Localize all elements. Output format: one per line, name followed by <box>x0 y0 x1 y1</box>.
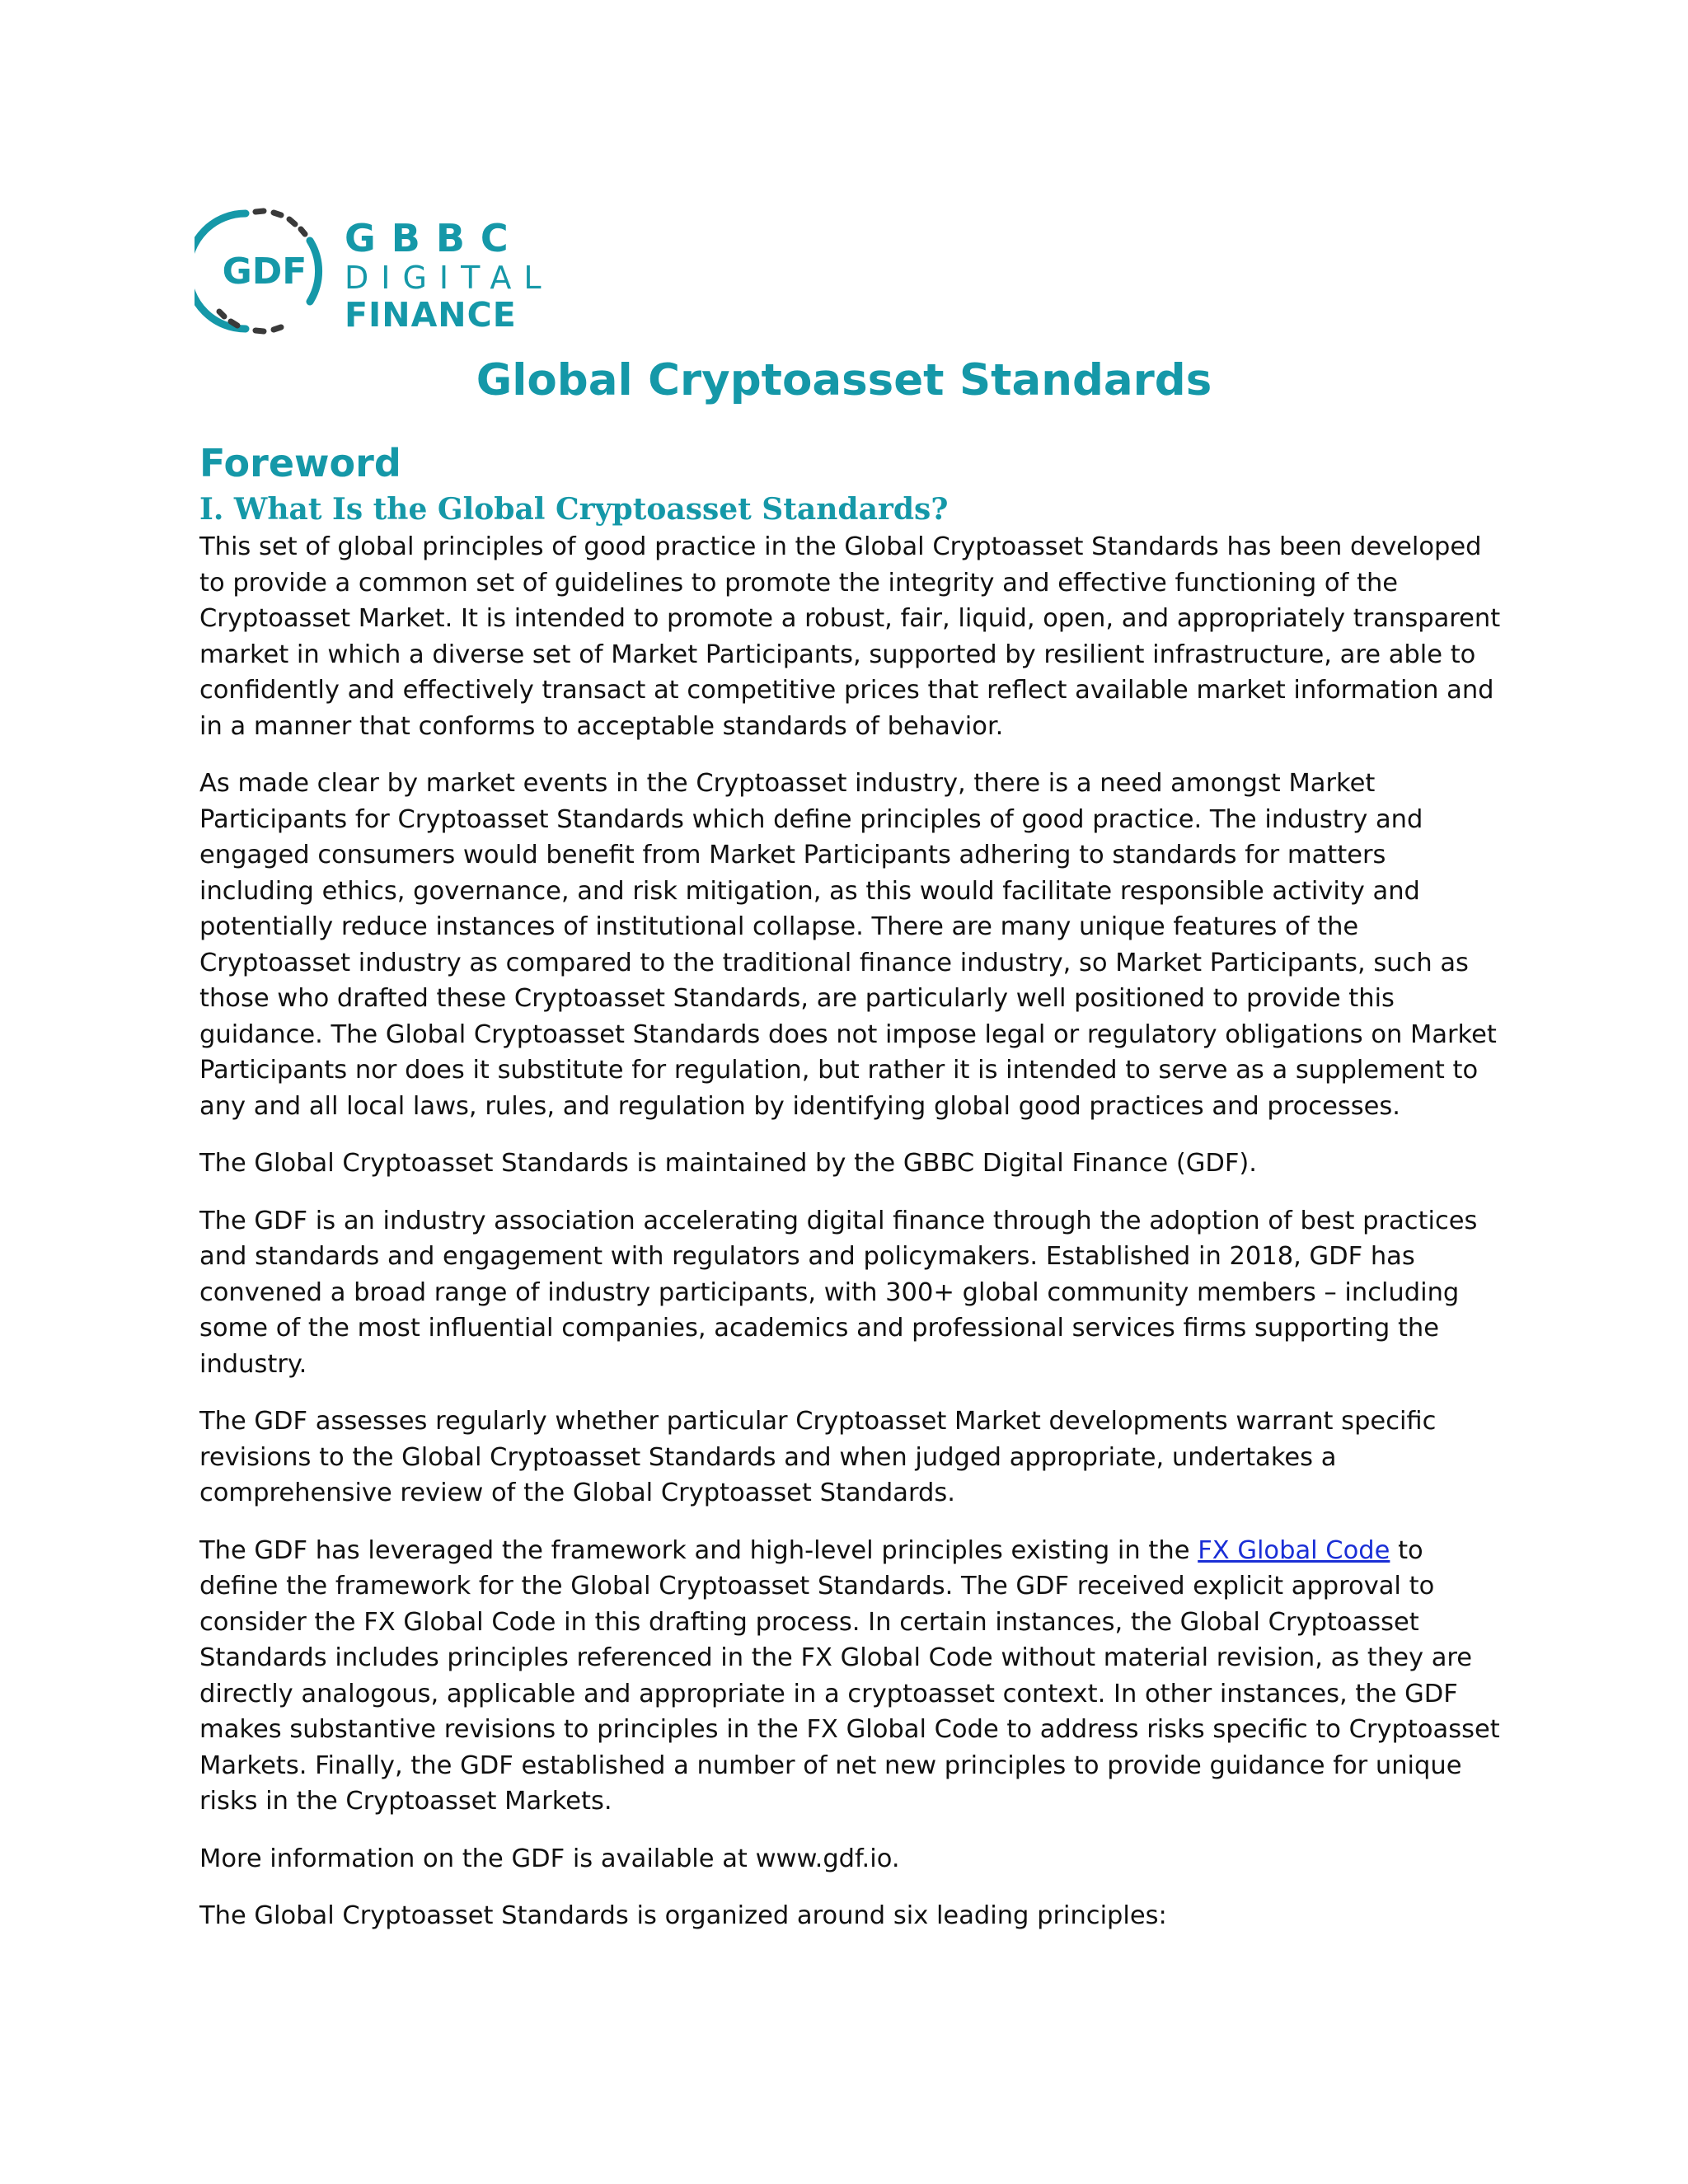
paragraph-3: The Global Cryptoasset Standards is maintained by the GBBC Digital Finance (GDF). <box>199 1149 1257 1178</box>
paragraph-4: The GDF is an industry association accelerating digital finance through the adoption of best practices and standards and engagement with regulators and policymakers. Established in 2018, GDF has convened a broad range of industry participants, with 300+ global community members – including some of the most influential companies, academics and professional services firms supporting the industry. <box>199 1206 1478 1379</box>
paragraph-1: This set of global principles of good practice in the Global Cryptoasset Standards has been developed to provide a common set of guidelines to promote the integrity and effective functioning of the Cryptoasset Market. It is intended to promote a robust, fair, liquid, open, and appropriately transparent market in which a diverse set of Market Participants, supported by resilient infrastructure, are able to confidently and effectively transact at competitive prices that reflect available market information and in a manner that conforms to acceptable standards of behavior. <box>199 532 1501 741</box>
paragraph-6-before-link: The GDF has leveraged the framework and high-level principles existing in the <box>199 1535 1198 1565</box>
paragraph-7: More information on the GDF is available at www.gdf.io. <box>199 1844 900 1873</box>
foreword-heading: Foreword <box>199 441 401 485</box>
paragraph-6 <box>199 1533 1502 1820</box>
document-body <box>199 438 1502 1956</box>
fx-global-code-link[interactable]: FX Global Code <box>1198 1535 1390 1565</box>
gdf-circle-mark-icon <box>195 201 335 341</box>
logo-line-digital: DIGITAL <box>345 260 554 296</box>
paragraph-2: As made clear by market events in the Cryptoasset industry, there is a need amongst Market Participants for Cryptoasset Standards which define principles of good practice. The industry and engaged consumers would benefit from Market Participants adhering to standards for matters including ethics, governance, and risk mitigation, as this would facilitate responsible activity and potentially reduce instances of institutional collapse. There are many unique features of the Cryptoasset industry as compared to the traditional finance industry, so Market Participants, such as those who drafted these Cryptoasset Standards, are particularly well positioned to provide this guidance. The Global Cryptoasset Standards does not impose legal or regulatory obligations on Market Participants nor does it substitute for regulation, but rather it is intended to serve as a supplement to any and all local laws, rules, and regulation by identifying global good practices and processes. <box>199 769 1497 1121</box>
paragraph-6-after-link: to define the framework for the Global Cryptoasset Standards. The GDF received explicit approval to consider the FX Global Code in this drafting process. In certain instances, the Global Cryptoasset Standards includes principles referenced in the FX Global Code without material revision, as they are directly analogous, applicable and appropriate in a cryptoasset context. In other instances, the GDF makes substantive revisions to principles in the FX Global Code to address risks specific to Cryptoasset Markets. Finally, the GDF established a number of net new principles to provide guidance for unique risks in the Cryptoasset Markets. <box>199 1535 1500 1816</box>
section-heading: I. What Is the Global Cryptoasset Standards? <box>199 492 949 527</box>
paragraph-5: The GDF assesses regularly whether particular Cryptoasset Market developments warrant specific revisions to the Global Cryptoasset Standards and when judged appropriate, undertakes a comprehensive review of the Global Cryptoasset Standards. <box>199 1407 1437 1507</box>
document-title: Global Cryptoasset Standards <box>476 355 1212 405</box>
logo-line-finance: FINANCE <box>345 295 517 335</box>
logo-line-gbbc: GBBC <box>345 216 524 260</box>
gdf-logo <box>195 201 554 341</box>
logo-mark-text: GDF <box>222 251 307 293</box>
paragraph-8: The Global Cryptoasset Standards is organized around six leading principles: <box>199 1901 1167 1930</box>
logo-wordmark <box>345 218 554 333</box>
